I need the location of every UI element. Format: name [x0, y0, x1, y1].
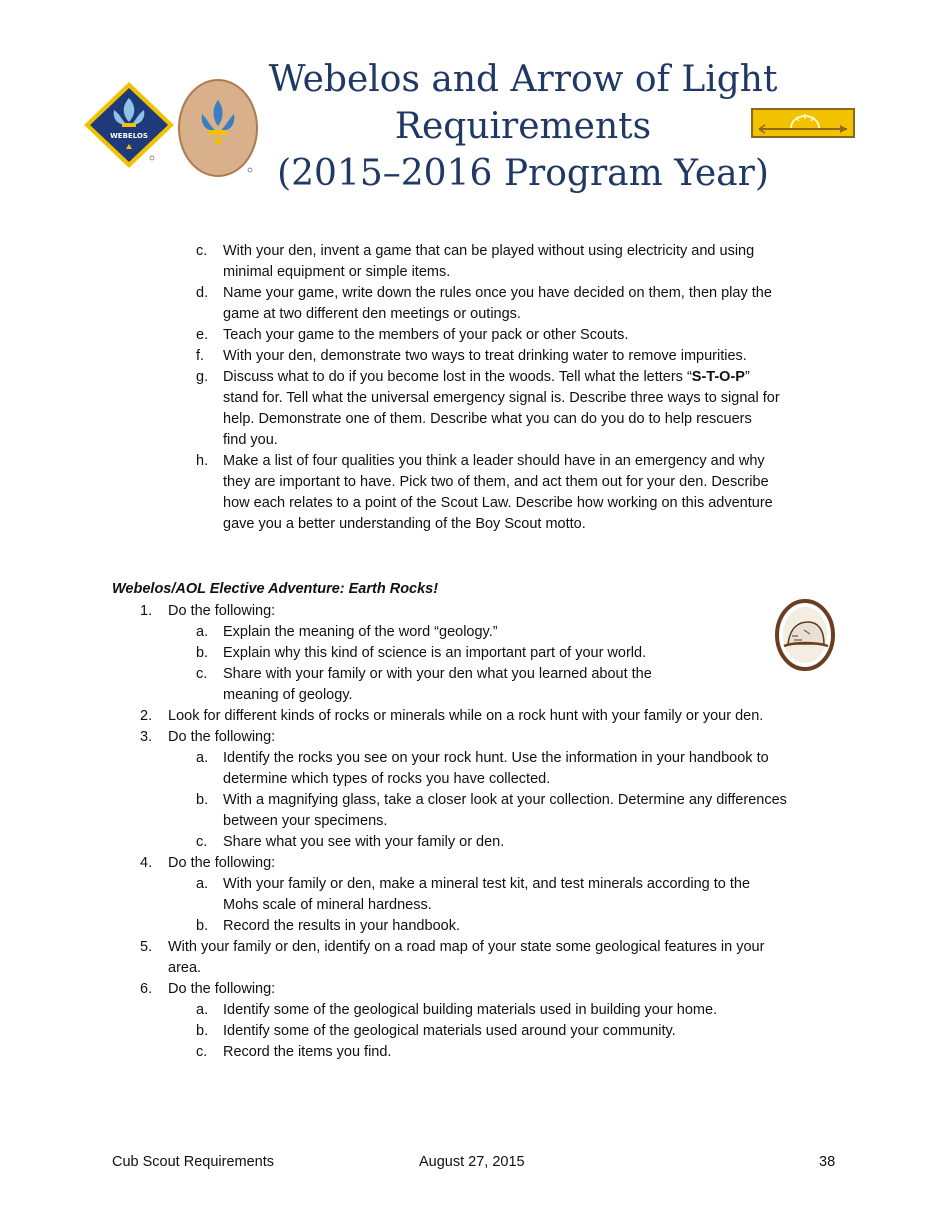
list-item-text: With your den, invent a game that can be played without using electricity and using [223, 243, 755, 259]
section-heading: Webelos/AOL Elective Adventure: Earth Rocks! [112, 581, 439, 597]
list-number: 5. [140, 939, 153, 955]
list-number: 2. [140, 708, 153, 724]
list-item-text: find you. [223, 432, 278, 448]
list-item-text: Explain why this kind of science is an important part of your world. [223, 645, 647, 661]
list-item-text: Identify some of the geological building materials used in building your home. [223, 1002, 718, 1018]
webelos-badge-icon [82, 80, 180, 170]
list-item-text: help. Demonstrate one of them. Describe what you can do you do to help rescuers [223, 411, 752, 427]
list-number: 3. [140, 729, 153, 745]
list-label: a. [196, 624, 209, 640]
list-label: c. [196, 1044, 208, 1060]
list-label: c. [196, 834, 208, 850]
list-item-text: gave you a better understanding of the Boy Scout motto. [223, 516, 586, 532]
title-line-1: Webelos and Arrow of Light [268, 59, 778, 100]
list-item-text: Mohs scale of mineral hardness. [223, 897, 432, 913]
list-item-text: Name your game, write down the rules once you have decided on them, then play the [223, 285, 772, 301]
list-item-text: Make a list of four qualities you think a leader should have in an emergency and why [223, 453, 765, 469]
footer-document-name: Cub Scout Requirements [112, 1154, 274, 1170]
list-label: b. [196, 918, 209, 934]
title-line-3: (2015–2016 Program Year) [277, 153, 769, 194]
list-label: h. [196, 453, 209, 469]
list-item-text: Look for different kinds of rocks or minerals while on a rock hunt with your family or your den. [168, 708, 764, 724]
list-item-text: Teach your game to the members of your pack or other Scouts. [223, 327, 629, 343]
list-item-text: meaning of geology. [223, 687, 353, 703]
list-label: d. [196, 285, 209, 301]
list-label: c. [196, 243, 208, 259]
list-item-text: Record the items you find. [223, 1044, 392, 1060]
footer-page-number: 38 [819, 1154, 836, 1170]
list-item-text: Discuss what to do if you become lost in the woods. Tell what the letters “S-T-O-P” [223, 369, 750, 385]
list-label: b. [196, 792, 209, 808]
list-item-text: Share what you see with your family or den. [223, 834, 505, 850]
list-number: 4. [140, 855, 153, 871]
list-label: a. [196, 750, 209, 766]
badge-webelos-label: WEBELOS [110, 132, 148, 140]
list-item-text: Identify the rocks you see on your rock hunt. Use the information in your handbook to [223, 750, 769, 766]
stop-acronym: S-T-O-P [691, 369, 745, 385]
list-item-text: With your family or den, identify on a road map of your state some geological features in your [168, 939, 765, 955]
list-item-text: area. [168, 960, 202, 976]
list-label: f. [196, 348, 205, 364]
list-label: a. [196, 1002, 209, 1018]
list-item-text: With a magnifying glass, take a closer look at your collection. Determine any differences [223, 792, 787, 808]
list-number: 6. [140, 981, 153, 997]
list-item-text: Share with your family or with your den what you learned about the [223, 666, 652, 682]
list-item-text: With your den, demonstrate two ways to treat drinking water to remove impurities. [223, 348, 747, 364]
list-item-text: Do the following: [168, 855, 276, 871]
title-line-2: Requirements [394, 106, 652, 147]
list-label: b. [196, 645, 209, 661]
list-item-text: game at two different den meetings or outings. [223, 306, 521, 322]
list-item-text: they are important to have. Pick two of them, and act them out for your den. Describe [223, 474, 769, 490]
earth-rocks-badge-icon [774, 598, 838, 672]
list-item-text: Record the results in your handbook. [223, 918, 460, 934]
list-label: c. [196, 666, 208, 682]
arrow-of-light-rank-icon [751, 108, 855, 138]
list-number: 1. [140, 603, 153, 619]
list-label: a. [196, 876, 209, 892]
list-label: g. [196, 369, 209, 385]
list-item-text: Do the following: [168, 981, 276, 997]
list-item-text: determine which types of rocks you have collected. [223, 771, 551, 787]
list-item-text: between your specimens. [223, 813, 388, 829]
list-item-text: stand for. Tell what the universal emergency signal is. Describe three ways to signal for [223, 390, 780, 406]
list-item-text: With your family or den, make a mineral test kit, and test minerals according to the [223, 876, 751, 892]
list-label: e. [196, 327, 209, 343]
list-item-text: how each relates to a point of the Scout Law. Describe how working on this adventure [223, 495, 773, 511]
list-item-text: Do the following: [168, 603, 276, 619]
list-item-text: Do the following: [168, 729, 276, 745]
list-item-text: Identify some of the geological materials used around your community. [223, 1023, 676, 1039]
arrow-of-light-badge-icon [178, 78, 264, 178]
list-item-text: Explain the meaning of the word “geology.” [223, 624, 498, 640]
list-item-text: minimal equipment or simple items. [223, 264, 451, 280]
list-label: b. [196, 1023, 209, 1039]
footer-date: August 27, 2015 [419, 1154, 525, 1170]
